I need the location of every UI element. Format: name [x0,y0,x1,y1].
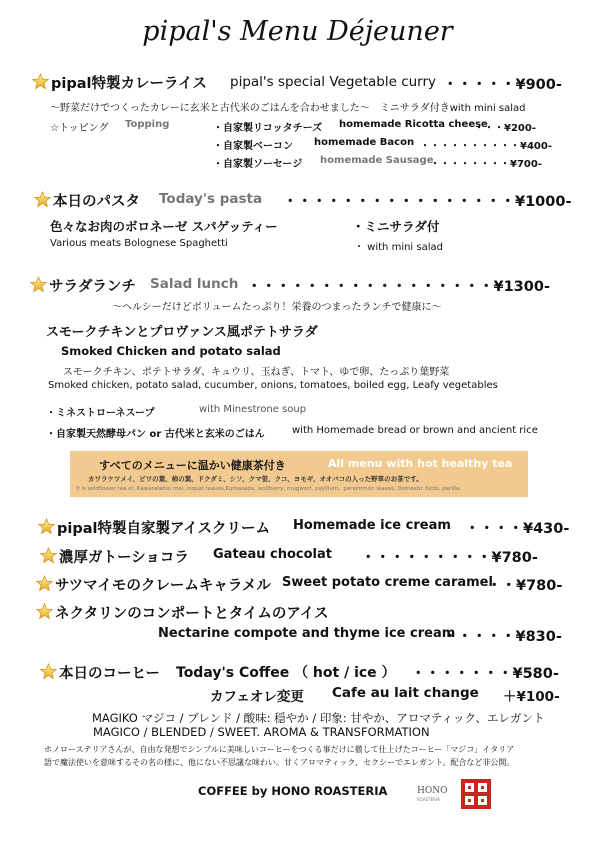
topping-en: homemade Sausage [320,155,434,166]
dessert-name-en: Nectarine compote and thyme ice cream [158,626,456,641]
logo-mark-icon [461,779,491,809]
pasta-side-jp: ・ミニサラダ付 [352,219,440,234]
star-icon [38,518,55,535]
dessert-item [36,574,271,595]
aulait-en: Cafe au lait change [332,685,479,701]
topping-jp: ・自家製リコッタチーズ [213,123,323,134]
coffee-name-jp: 本日のコーヒー [59,666,160,682]
tea-ingredients-jp: カワラケツメイ、ビワの葉、柿の葉、ドクダミ、シソ、クマ笹、クコ、ヨモギ、オオバコの入った野草のお茶です。 [88,475,423,483]
coffee-price: ・・・・・・・¥580- [411,666,559,682]
dessert-name-jp: 濃厚ガトーショコラ [59,550,189,566]
coffee-note-1: ホノローステリアさんが、自由な発想でシンプルに美味しいコーヒーをつくる事だけに徹して仕上げたコーヒー「マジコ」イタリア [44,745,515,754]
aulait-jp: カフェオレ変更 [210,689,304,705]
curry-description: ～野菜だけでつくったカレーに玄米と古代米のごはんを合わせました～ ミニサラダ付きwith mini salad [50,103,526,114]
topping-en: homemade Bacon [314,137,415,148]
roaster-logo-text: HONO [417,786,448,796]
salad-name-jp: サラダランチ [49,279,136,295]
curry-name-en: pipal's special Vegetable curry [230,74,437,90]
dessert-item [40,546,189,567]
dessert-name-jp: ネクタリンのコンポートとタイムのアイス [55,606,329,622]
bread-jp: ・自家製天然酵母パン or 古代米と玄米のごはん [46,429,265,440]
dessert-price: ・・・・¥430- [465,521,570,537]
coffee-note-2: 語で魔法使いを意味するその名の様に、他にない不思議な味わい。甘くアロマティック、セクシーでエレガント。配合など非公開。 [44,758,515,767]
topping-label-jp: ☆トッピング [50,123,109,134]
salad-dish-en: Smoked Chicken and potato salad [61,344,281,358]
dessert-name-en: Homemade ice cream [293,518,451,533]
roaster-credit: COFFEE by HONO ROASTERIA [198,784,388,798]
dessert-price: ・・・・・¥830- [443,629,562,645]
salad-price: ・・・・・・・・・・・・・・・・・¥1300- [247,279,550,295]
dessert-name-en: Gateau chocolat [213,547,332,562]
topping-price: ・・・・・・・・・・¥400- [420,141,552,152]
salad-heading [30,275,136,296]
coffee-description-jp: MAGIKO マジコ / ブレンド / 酸味: 穏やか / 印象: 甘やか、アロマティック、エレガント [92,711,545,725]
coffee-name-en: Today's Coffee （ hot / ice ） [176,665,396,681]
pasta-side-en: ・ with mini salad [354,242,443,253]
curry-name-jp: pipal特製カレーライス [51,76,207,92]
salad-dish-jp: スモークチキンとプロヴァンス風ポテトサラダ [46,325,318,340]
hono-roasteria-logo [461,779,491,809]
pasta-name-jp: 本日のパスタ [53,194,140,210]
topping-jp: ・自家製ソーセージ [213,159,303,170]
dessert-price: ・・・・・・・・・¥780- [361,550,538,566]
topping-label-en: Topping [125,119,170,130]
salad-ingredients-jp: スモークチキン、ポテトサラダ、キュウリ、玉ねぎ、トマト、ゆで卵、たっぷり葉野菜 [63,367,450,378]
dessert-price: ・・¥780- [487,578,563,594]
soup-jp: ・ミネストローネスープ [46,408,155,419]
star-icon [30,276,47,293]
salad-name-en: Salad lunch [150,276,239,292]
tea-ingredients-en: It is wildflower tea of ,Kawaratetsu mei, loquat leaves,Kumasada, wolfberry, mugwort, psyllium,. persimmon leaves, Domestic birds, perilla, [76,486,462,492]
page-title: pipal's Menu Déjeuner [142,16,453,47]
curry-heading [32,72,207,93]
star-icon [34,191,51,208]
topping-en: homemade Ricotta cheese [339,119,488,130]
dessert-name-jp: サツマイモのクレームキャラメル [55,578,271,594]
topping-price: ・・・・・・・・¥700- [430,159,542,170]
dessert-name-jp: pipal特製自家製アイスクリーム [57,521,271,537]
bread-en: with Homemade bread or brown and ancient rice [292,425,538,436]
aulait-price: ＋¥100- [503,689,560,705]
star-icon [40,547,57,564]
pasta-name-en: Today's pasta [159,191,263,207]
dessert-item [38,517,270,538]
star-icon [32,73,49,90]
roaster-logo-subtext: ROASTERIA [417,797,440,802]
tea-en: All menu with hot healthy tea [328,457,513,470]
topping-jp: ・自家製ベーコン [213,141,293,152]
salad-tagline: ～ヘルシーだけどボリュームたっぷり！栄養のつまったランチで健康に～ [112,302,442,313]
star-icon [36,575,53,592]
pasta-dish-jp: 色々なお肉のボロネーゼ スパゲッティー [50,219,278,234]
star-icon [36,603,53,620]
coffee-description-en: MAGICO / BLENDED / SWEET. AROMA & TRANSFORMATION [93,725,430,739]
dessert-item [36,602,328,623]
star-icon [40,663,57,680]
salad-ingredients-en: Smoked chicken, potato salad, cucumber, onions, tomatoes, boiled egg, Leafy vegetables [48,380,498,391]
coffee-heading [40,662,160,683]
soup-en: with Minestrone soup [199,404,307,415]
dessert-name-en: Sweet potato creme caramel [282,575,493,590]
topping-price: ・・・¥200- [474,123,536,134]
pasta-dish-en: Various meats Bolognese Spaghetti [50,238,228,249]
pasta-heading [34,190,140,211]
tea-jp: すべてのメニューに温かい健康茶付き [99,459,286,472]
pasta-price: ・・・・・・・・・・・・・・・・¥1000- [283,194,572,210]
curry-price: ・・・・・¥900- [443,77,562,93]
